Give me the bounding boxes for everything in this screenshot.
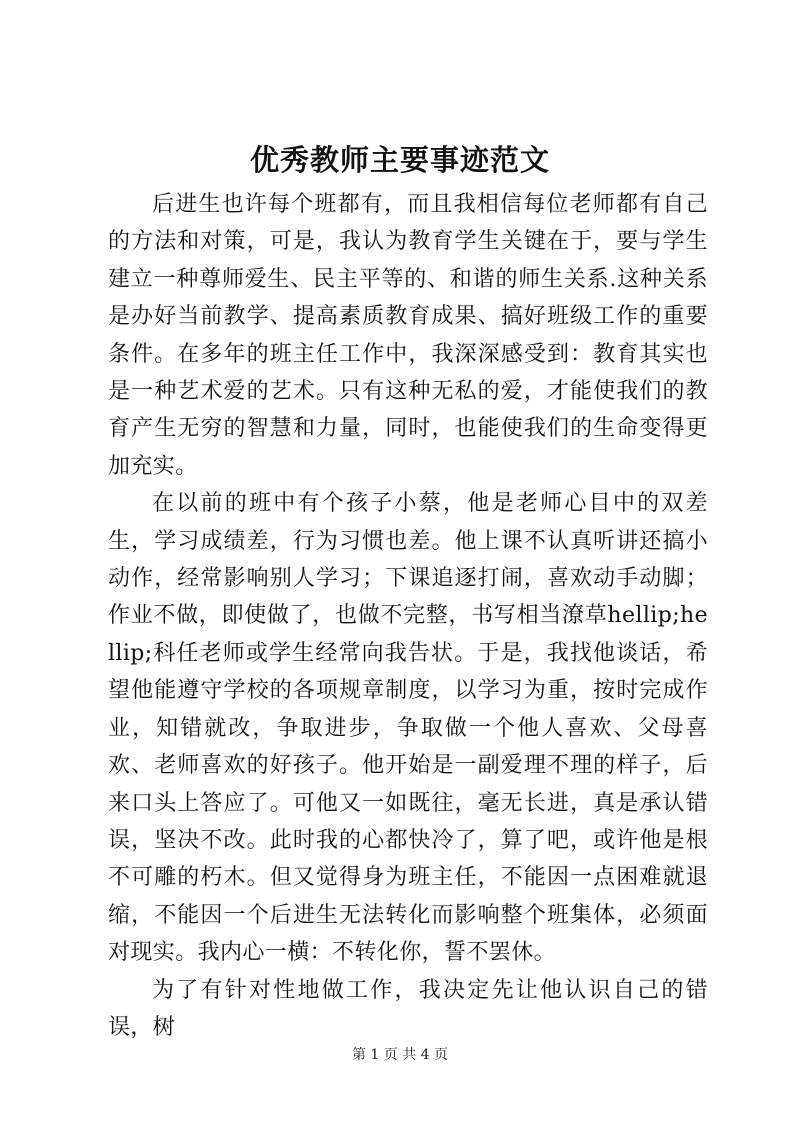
page-number-footer: 第 1 页 共 4 页 <box>351 1047 449 1063</box>
document-body <box>108 186 708 1046</box>
document-title: 优秀教师主要事迹范文 <box>249 143 550 177</box>
paragraph-2: 在以前的班中有个孩子小蔡，他是老师心目中的双差生，学习成绩差，行为习惯也差。他上课不认真听讲还搞小动作，经常影响别人学习；下课追逐打闹，喜欢动手动脚；作业不做，即使做了，也做不完整，书写相当潦草hellip;hellip;科任老师或学生经常向我告状。于是，我找他谈话，希望他能遵守学校的各项规章制度，以学习为重，按时完成作业，知错就改，争取进步，争取做一个他人喜欢、父母喜欢、老师喜欢的好孩子。他开始是一副爱理不理的样子，后来口头上答应了。可他又一如既往，毫无长进，真是承认错误，坚决不改。此时我的心都快冷了，算了吧，或许他是根不可雕的朽木。但又觉得身为班主任，不能因一点困难就退缩，不能因一个后进生无法转化而影响整个班集体，必须面对现实。我内心一横：不转化你，誓不罢休。 <box>108 491 708 966</box>
paragraph-1: 后进生也许每个班都有，而且我相信每位老师都有自己的方法和对策，可是，我认为教育学生关键在于，要与学生建立一种尊师爱生、民主平等的、和谐的师生关系.这种关系是办好当前教学、提高素质教育成果、搞好班级工作的重要条件。在多年的班主任工作中，我深深感受到：教育其实也是一种艺术爱的艺术。只有这种无私的爱，才能使我们的教育产生无穷的智慧和力量，同时，也能使我们的生命变得更加充实。 <box>108 192 708 479</box>
paragraph-3: 为了有针对性地做工作，我决定先让他认识自己的错误，树 <box>108 977 708 1040</box>
